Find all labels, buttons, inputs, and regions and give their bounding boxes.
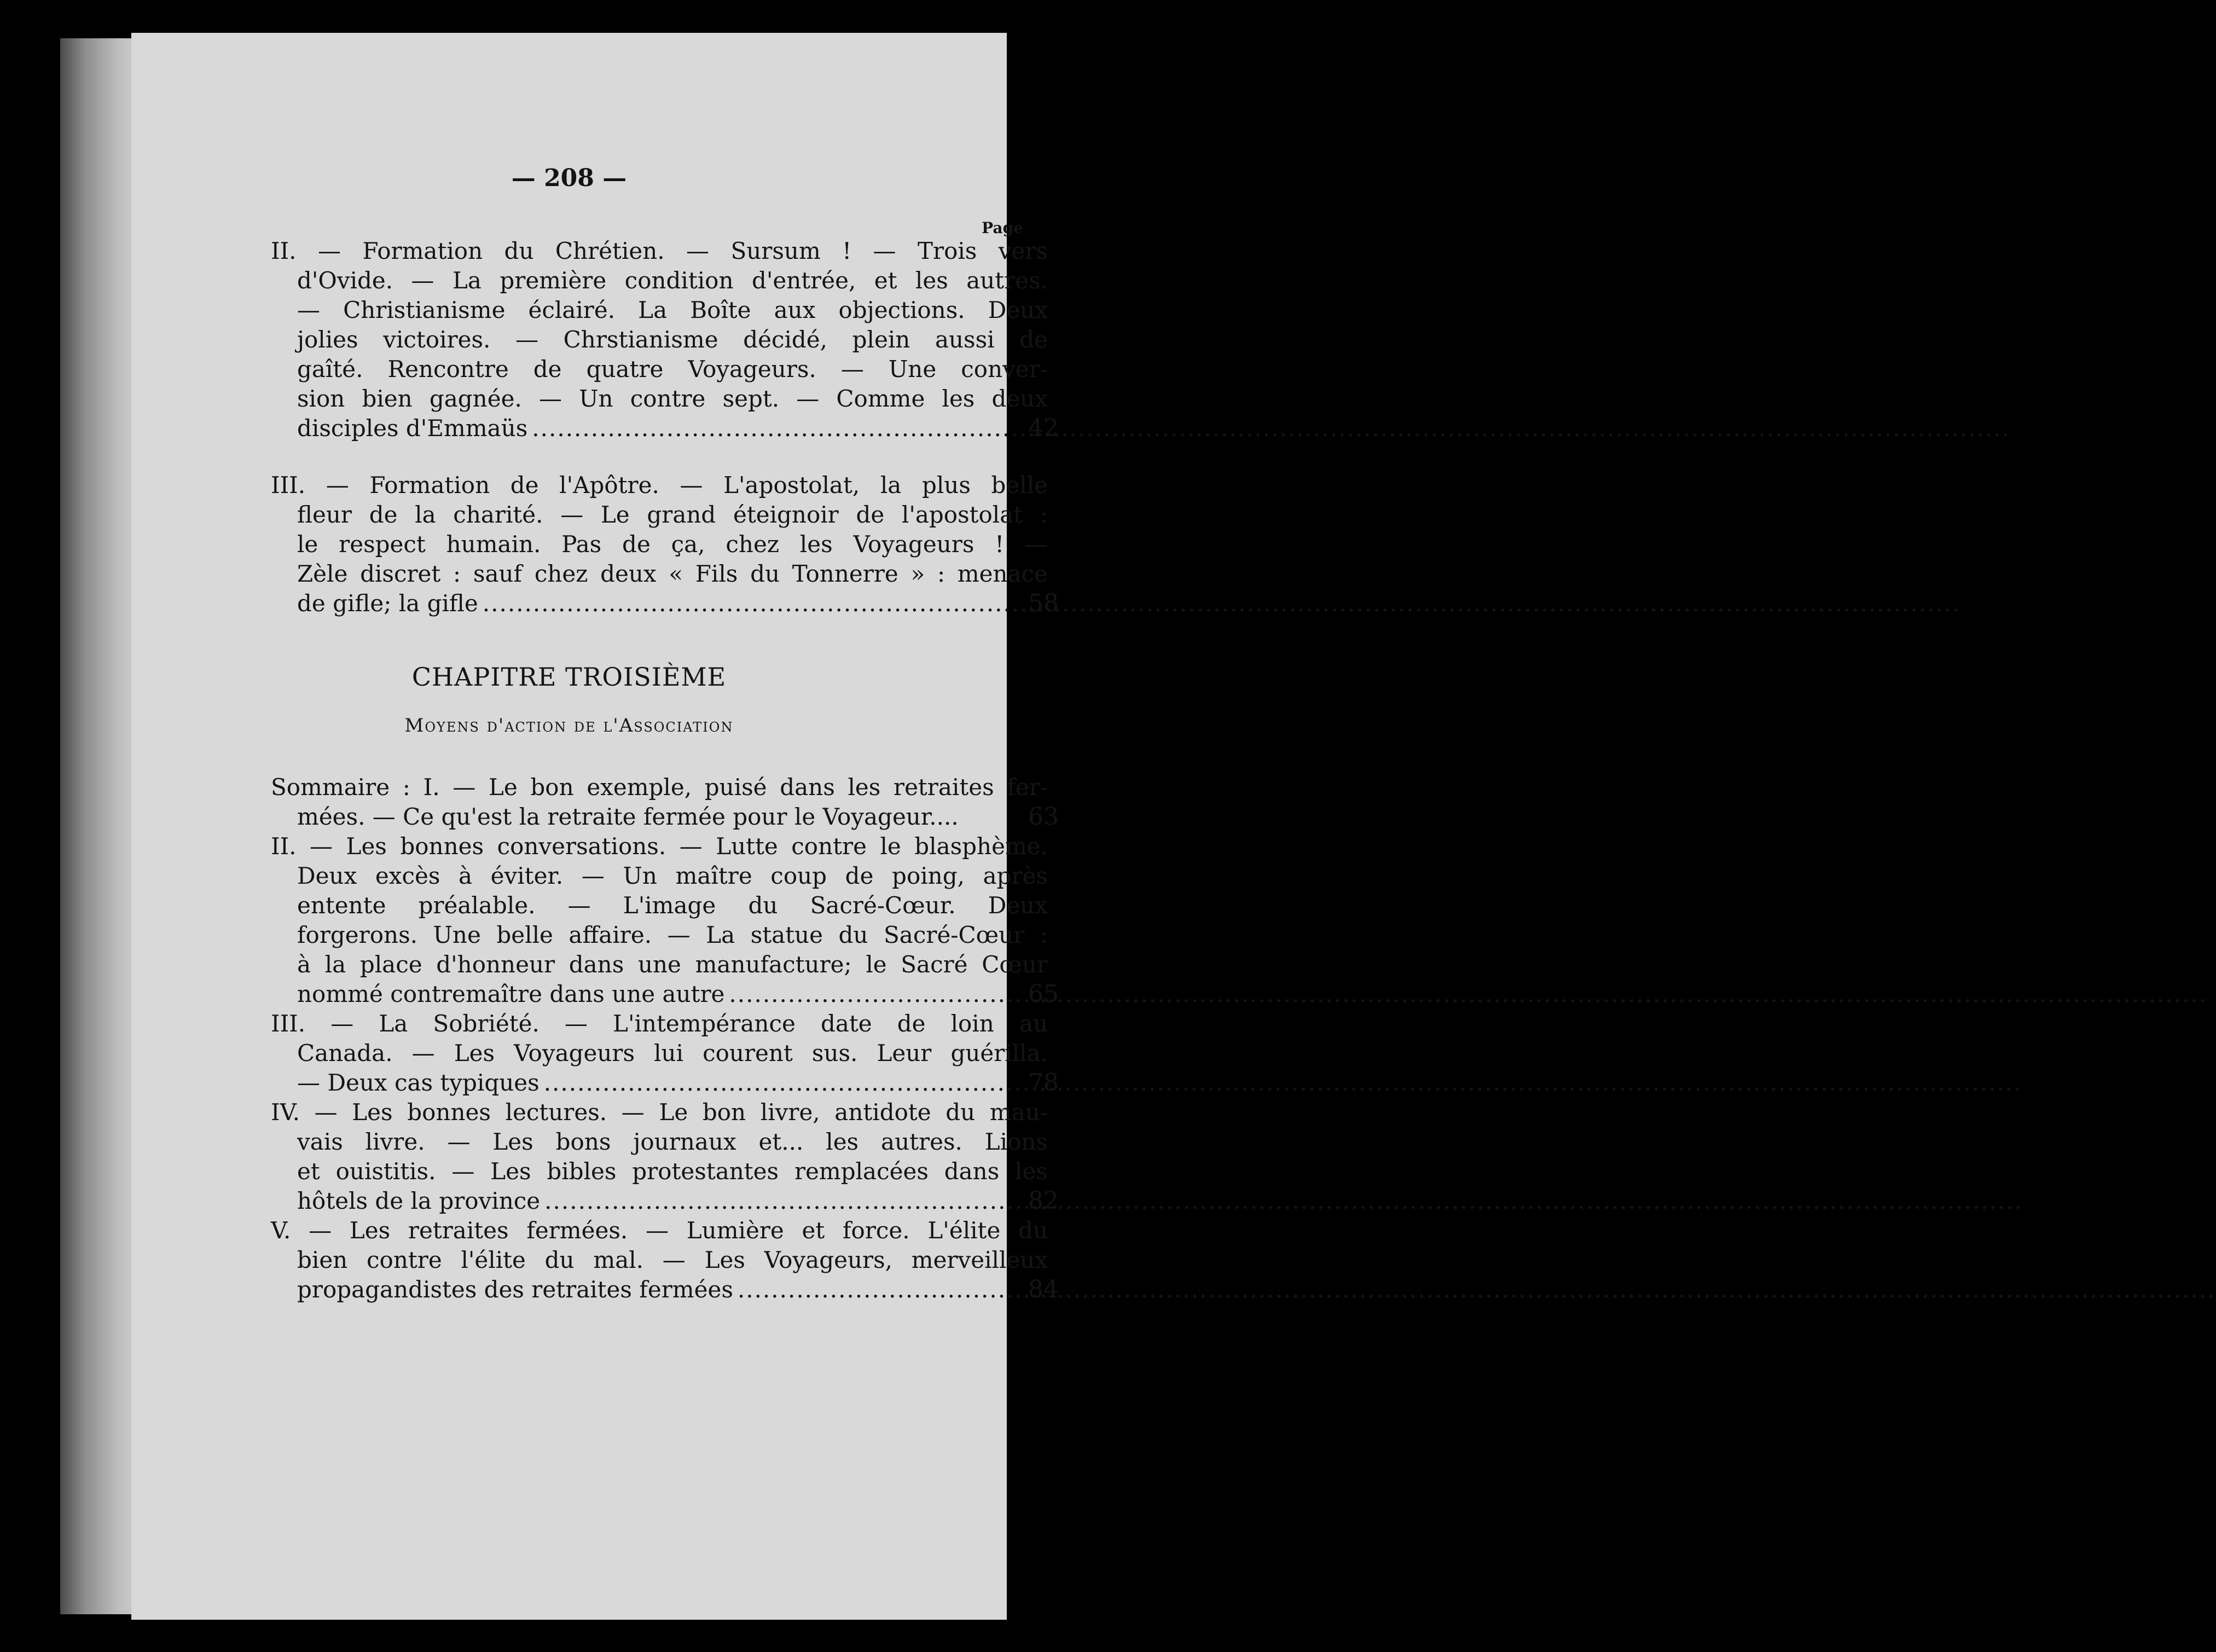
- toc-line-text: de gifle; la gifle: [297, 590, 478, 617]
- page-number: 78: [1028, 1069, 1059, 1097]
- toc-leader-line: [271, 1275, 1048, 1305]
- toc-line: fleur de la charité. — Le grand éteignoir de l'apostolat :: [297, 501, 1048, 528]
- toc-entry-section-3: [271, 471, 1059, 618]
- book-page: [131, 33, 1059, 1620]
- toc-line-text: nommé contremaître dans une autre: [297, 981, 725, 1007]
- toc-line: d'Ovide. — La première condition d'entrée, et les autres.: [297, 267, 1048, 294]
- toc-line: II. — Les bonnes conversations. — Lutte contre le blasphème.: [271, 833, 1048, 860]
- toc-line: II. — Formation du Chrétien. — Sursum ! — Trois vers: [271, 237, 1048, 264]
- toc-entry-bonnes-lectures: [271, 1098, 1059, 1216]
- toc-line: — Christianisme éclairé. La Boîte aux objections. Deux: [297, 297, 1048, 323]
- page-number: 65: [1028, 980, 1059, 1008]
- toc-line-text: propagandistes des retraites fermées: [297, 1276, 733, 1303]
- toc-line: à la place d'honneur dans une manufacture; le Sacré Cœur: [297, 951, 1048, 978]
- toc-line-text: mées. — Ce qu'est la retraite fermée pour le Voyageur....: [297, 803, 959, 830]
- dot-leader: [532, 414, 2010, 443]
- toc-leader-line: [271, 1186, 1048, 1216]
- toc-line: et ouistitis. — Les bibles protestantes remplacées dans les: [297, 1158, 1048, 1185]
- page-number: 58: [1028, 589, 1059, 617]
- toc-leader-line: [271, 414, 1048, 443]
- toc-entry-retraites-fermees: [271, 1216, 1059, 1305]
- toc-entry-sobriete: [271, 1009, 1059, 1098]
- dot-leader: [544, 1068, 2022, 1098]
- page-number: 42: [1028, 414, 1059, 442]
- dot-leader: [483, 589, 1961, 618]
- toc-line: V. — Les retraites fermées. — Lumière et force. L'élite du: [271, 1217, 1048, 1244]
- toc-leader-line: [271, 802, 1048, 832]
- toc-leader-line: [271, 589, 1048, 618]
- toc-line-text: — Deux cas typiques: [297, 1069, 540, 1096]
- toc-line: vais livre. — Les bons journaux et... les autres. Lions: [297, 1128, 1048, 1155]
- toc-line: gaîté. Rencontre de quatre Voyageurs. — Une conver-: [297, 356, 1048, 382]
- chapter-title: CHAPITRE TROISIÈME: [411, 662, 727, 692]
- page-edge: [60, 38, 142, 1614]
- toc-line: bien contre l'élite du mal. — Les Voyageurs, merveilleux: [297, 1247, 1048, 1273]
- dot-leader: [544, 1186, 2023, 1216]
- toc-line-text: disciples d'Emmaüs: [297, 415, 528, 442]
- toc-line: III. — La Sobriété. — L'intempérance date de loin au: [271, 1010, 1048, 1037]
- toc-leader-line: [271, 979, 1048, 1009]
- toc-line: entente préalable. — L'image du Sacré-Cœur. Deux: [297, 892, 1048, 919]
- page-column-label: Page: [982, 219, 1023, 237]
- toc-entry-bonnes-conversations: [271, 832, 1059, 1009]
- toc-line-text: hôtels de la province: [297, 1187, 541, 1214]
- toc-entry-sommaire: [271, 773, 1059, 832]
- page-number: 82: [1028, 1187, 1059, 1215]
- toc-leader-line: [271, 1068, 1048, 1098]
- toc-line: Deux excès à éviter. — Un maître coup de poing, après: [297, 862, 1048, 889]
- dot-leader: [729, 979, 2207, 1009]
- toc-line: III. — Formation de l'Apôtre. — L'apostolat, la plus belle: [271, 472, 1048, 499]
- toc-line: le respect humain. Pas de ça, chez les Voyageurs ! —: [297, 531, 1048, 558]
- toc-line: Sommaire : I. — Le bon exemple, puisé dans les retraites fer-: [271, 774, 1048, 801]
- toc-line: jolies victoires. — Chrstianisme décidé, plein aussi de: [297, 326, 1048, 353]
- toc-line: sion bien gagnée. — Un contre sept. — Comme les deux: [297, 385, 1048, 412]
- toc-line: Canada. — Les Voyageurs lui courent sus. Leur guérilla.: [297, 1040, 1048, 1066]
- dot-leader: [738, 1275, 2216, 1305]
- toc-line: IV. — Les bonnes lectures. — Le bon livre, antidote du mau-: [271, 1099, 1048, 1126]
- page-number: 84: [1028, 1276, 1059, 1303]
- chapter-subtitle: Moyens d'action de l'Association: [404, 715, 734, 737]
- page-number: 63: [1028, 803, 1059, 831]
- toc-line: Zèle discret : sauf chez deux « Fils du Tonnerre » : menace: [297, 560, 1048, 587]
- page-number-header: — 208 —: [511, 164, 627, 192]
- toc-line: forgerons. Une belle affaire. — La statue du Sacré-Cœur :: [297, 921, 1048, 948]
- toc-entry-section-2: [271, 236, 1059, 443]
